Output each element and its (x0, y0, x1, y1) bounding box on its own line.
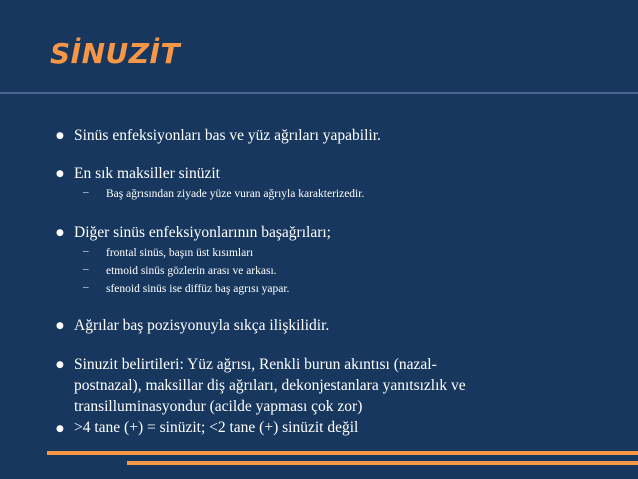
bullet-icon: ● (56, 131, 64, 141)
sub-bullet-text: etmoid sinüs gözlerin arası ve arkası. (106, 265, 277, 277)
bullet-icon: ● (56, 360, 64, 370)
sub-bullet-dash: – (83, 281, 89, 293)
bullet-icon: ● (56, 169, 64, 179)
bullet-text: Diğer sinüs enfeksiyonlarının başağrıları; (74, 224, 331, 241)
title-divider (0, 92, 638, 94)
sub-bullet-text: sfenoid sinüs ise diffüz baş agrısı yapar. (106, 283, 290, 295)
bullet-line: Sinuzit belirtileri: Yüz ağrısı, Renkli burun akıntısı (nazal- (74, 356, 437, 373)
sub-bullet-text: Baş ağrısından ziyade yüze vuran ağrıyla karakterizedir. (106, 188, 365, 200)
sub-bullet-text: frontal sinüs, başın üst kısımları (106, 247, 254, 259)
bullet-text: En sık maksiller sinüzit (74, 165, 220, 182)
bullet-line: transilluminasyondur (acilde yapması çok zor) (74, 398, 363, 415)
footer-accent-bar (127, 461, 638, 465)
bullet-icon: ● (56, 424, 64, 434)
sub-bullet-dash: – (83, 263, 89, 275)
bullet-text: Ağrılar baş pozisyonuyla sıkça ilişkilidir. (74, 317, 330, 334)
sub-bullet-dash: – (83, 245, 89, 257)
bullet-icon: ● (56, 321, 64, 331)
bullet-text: Sinüs enfeksiyonları bas ve yüz ağrıları yapabilir. (74, 127, 381, 144)
bullet-line: postnazal), maksillar diş ağrıları, dekonjestanlara yanıtsızlık ve (74, 377, 466, 394)
footer-accent-bar (47, 451, 638, 455)
bullet-icon: ● (56, 228, 64, 238)
sub-bullet-dash: – (83, 186, 89, 198)
bullet-text: >4 tane (+) = sinüzit; <2 tane (+) sinüzit değil (74, 419, 359, 436)
slide-title: SİNUZİT (50, 37, 181, 70)
